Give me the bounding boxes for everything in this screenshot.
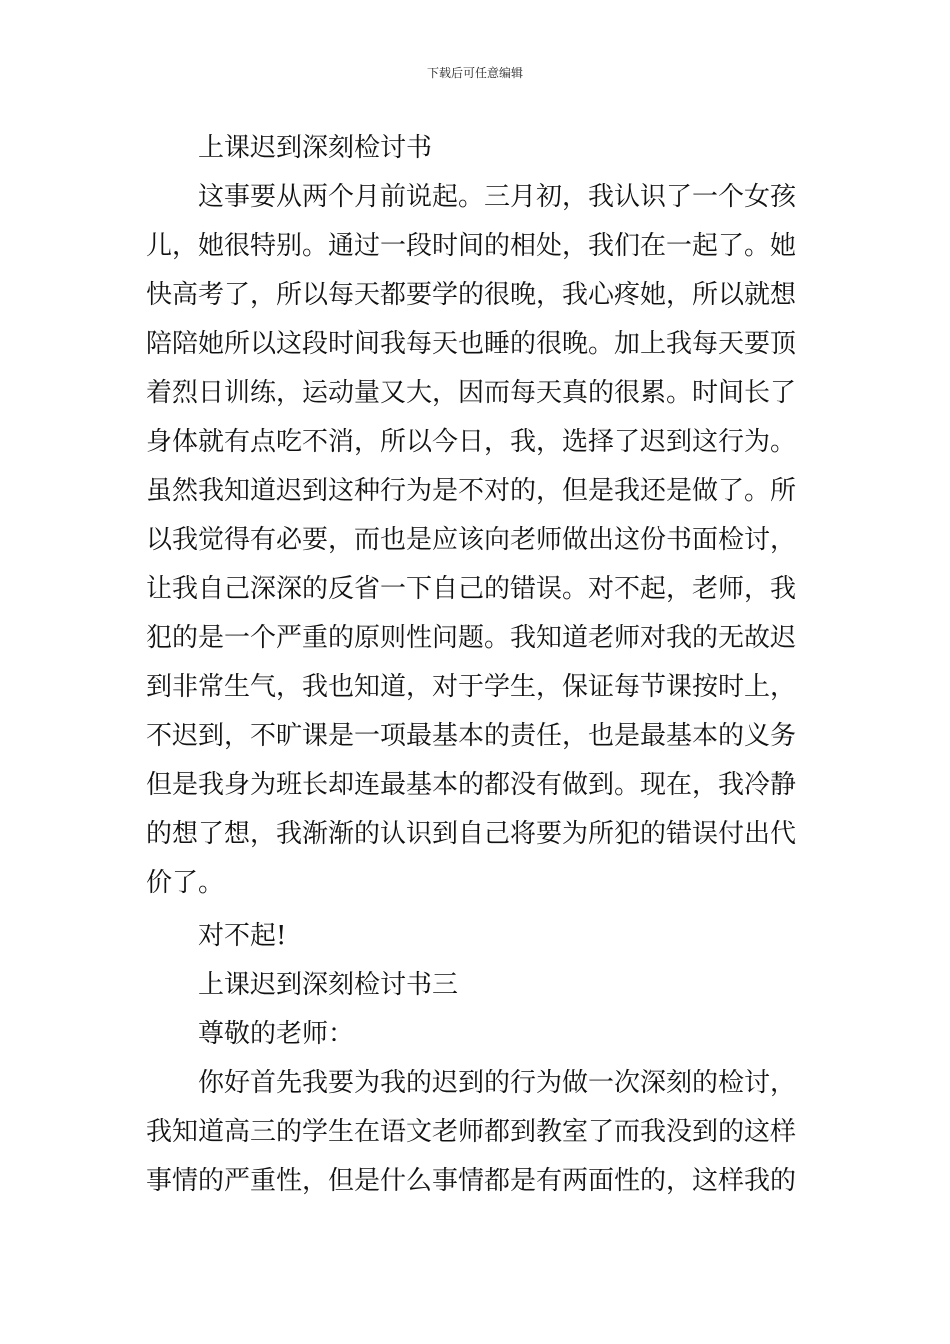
paragraph-line: 这事要从两个月前说起。三月初，我认识了一个女孩 (198, 182, 797, 212)
document-body (146, 124, 806, 1206)
paragraph-line: 价了。 (146, 868, 225, 898)
paragraph-line: 让我自己深深的反省一下自己的错误。对不起，老师，我 (146, 574, 797, 604)
paragraph-line: 不迟到，不旷课是一项最基本的责任，也是最基本的义务 (146, 721, 797, 751)
paragraph-line: 儿，她很特别。通过一段时间的相处，我们在一起了。她 (146, 231, 797, 261)
paragraph-line: 犯的是一个严重的原则性问题。我知道老师对我的无故迟 (146, 623, 797, 653)
section-title: 上课迟到深刻检讨书 (198, 133, 433, 163)
paragraph-line: 事情的严重性，但是什么事情都是有两面性的，这样我的 (146, 1166, 797, 1196)
paragraph-line: 但是我身为班长却连最基本的都没有做到。现在，我冷静 (146, 770, 797, 800)
paragraph-line: 身体就有点吃不消，所以今日，我，选择了迟到这行为。 (146, 427, 797, 457)
paragraph-line: 虽然我知道迟到这种行为是不对的，但是我还是做了。所 (146, 476, 797, 506)
paragraph-line: 以我觉得有必要，而也是应该向老师做出这份书面检讨， (146, 525, 797, 555)
salutation: 尊敬的老师： (198, 1019, 355, 1049)
page-header-note: 下载后可任意编辑 (426, 66, 523, 80)
paragraph-line: 快高考了，所以每天都要学的很晚，我心疼她，所以就想 (146, 280, 797, 310)
paragraph-line: 着烈日训练，运动量又大，因而每天真的很累。时间长了 (146, 378, 797, 408)
paragraph-line: 你好首先我要为我的迟到的行为做一次深刻的检讨， (198, 1068, 797, 1098)
paragraph-line: 到非常生气，我也知道，对于学生，保证每节课按时上， (146, 672, 797, 702)
section-title: 上课迟到深刻检讨书三 (198, 970, 459, 1000)
paragraph-line: 我知道高三的学生在语文老师都到教室了而我没到的这样 (146, 1117, 797, 1147)
closing-line: 对不起! (198, 921, 287, 951)
paragraph-line: 的想了想，我渐渐的认识到自己将要为所犯的错误付出代 (146, 819, 797, 849)
paragraph-line: 陪陪她所以这段时间我每天也睡的很晚。加上我每天要顶 (146, 329, 797, 359)
